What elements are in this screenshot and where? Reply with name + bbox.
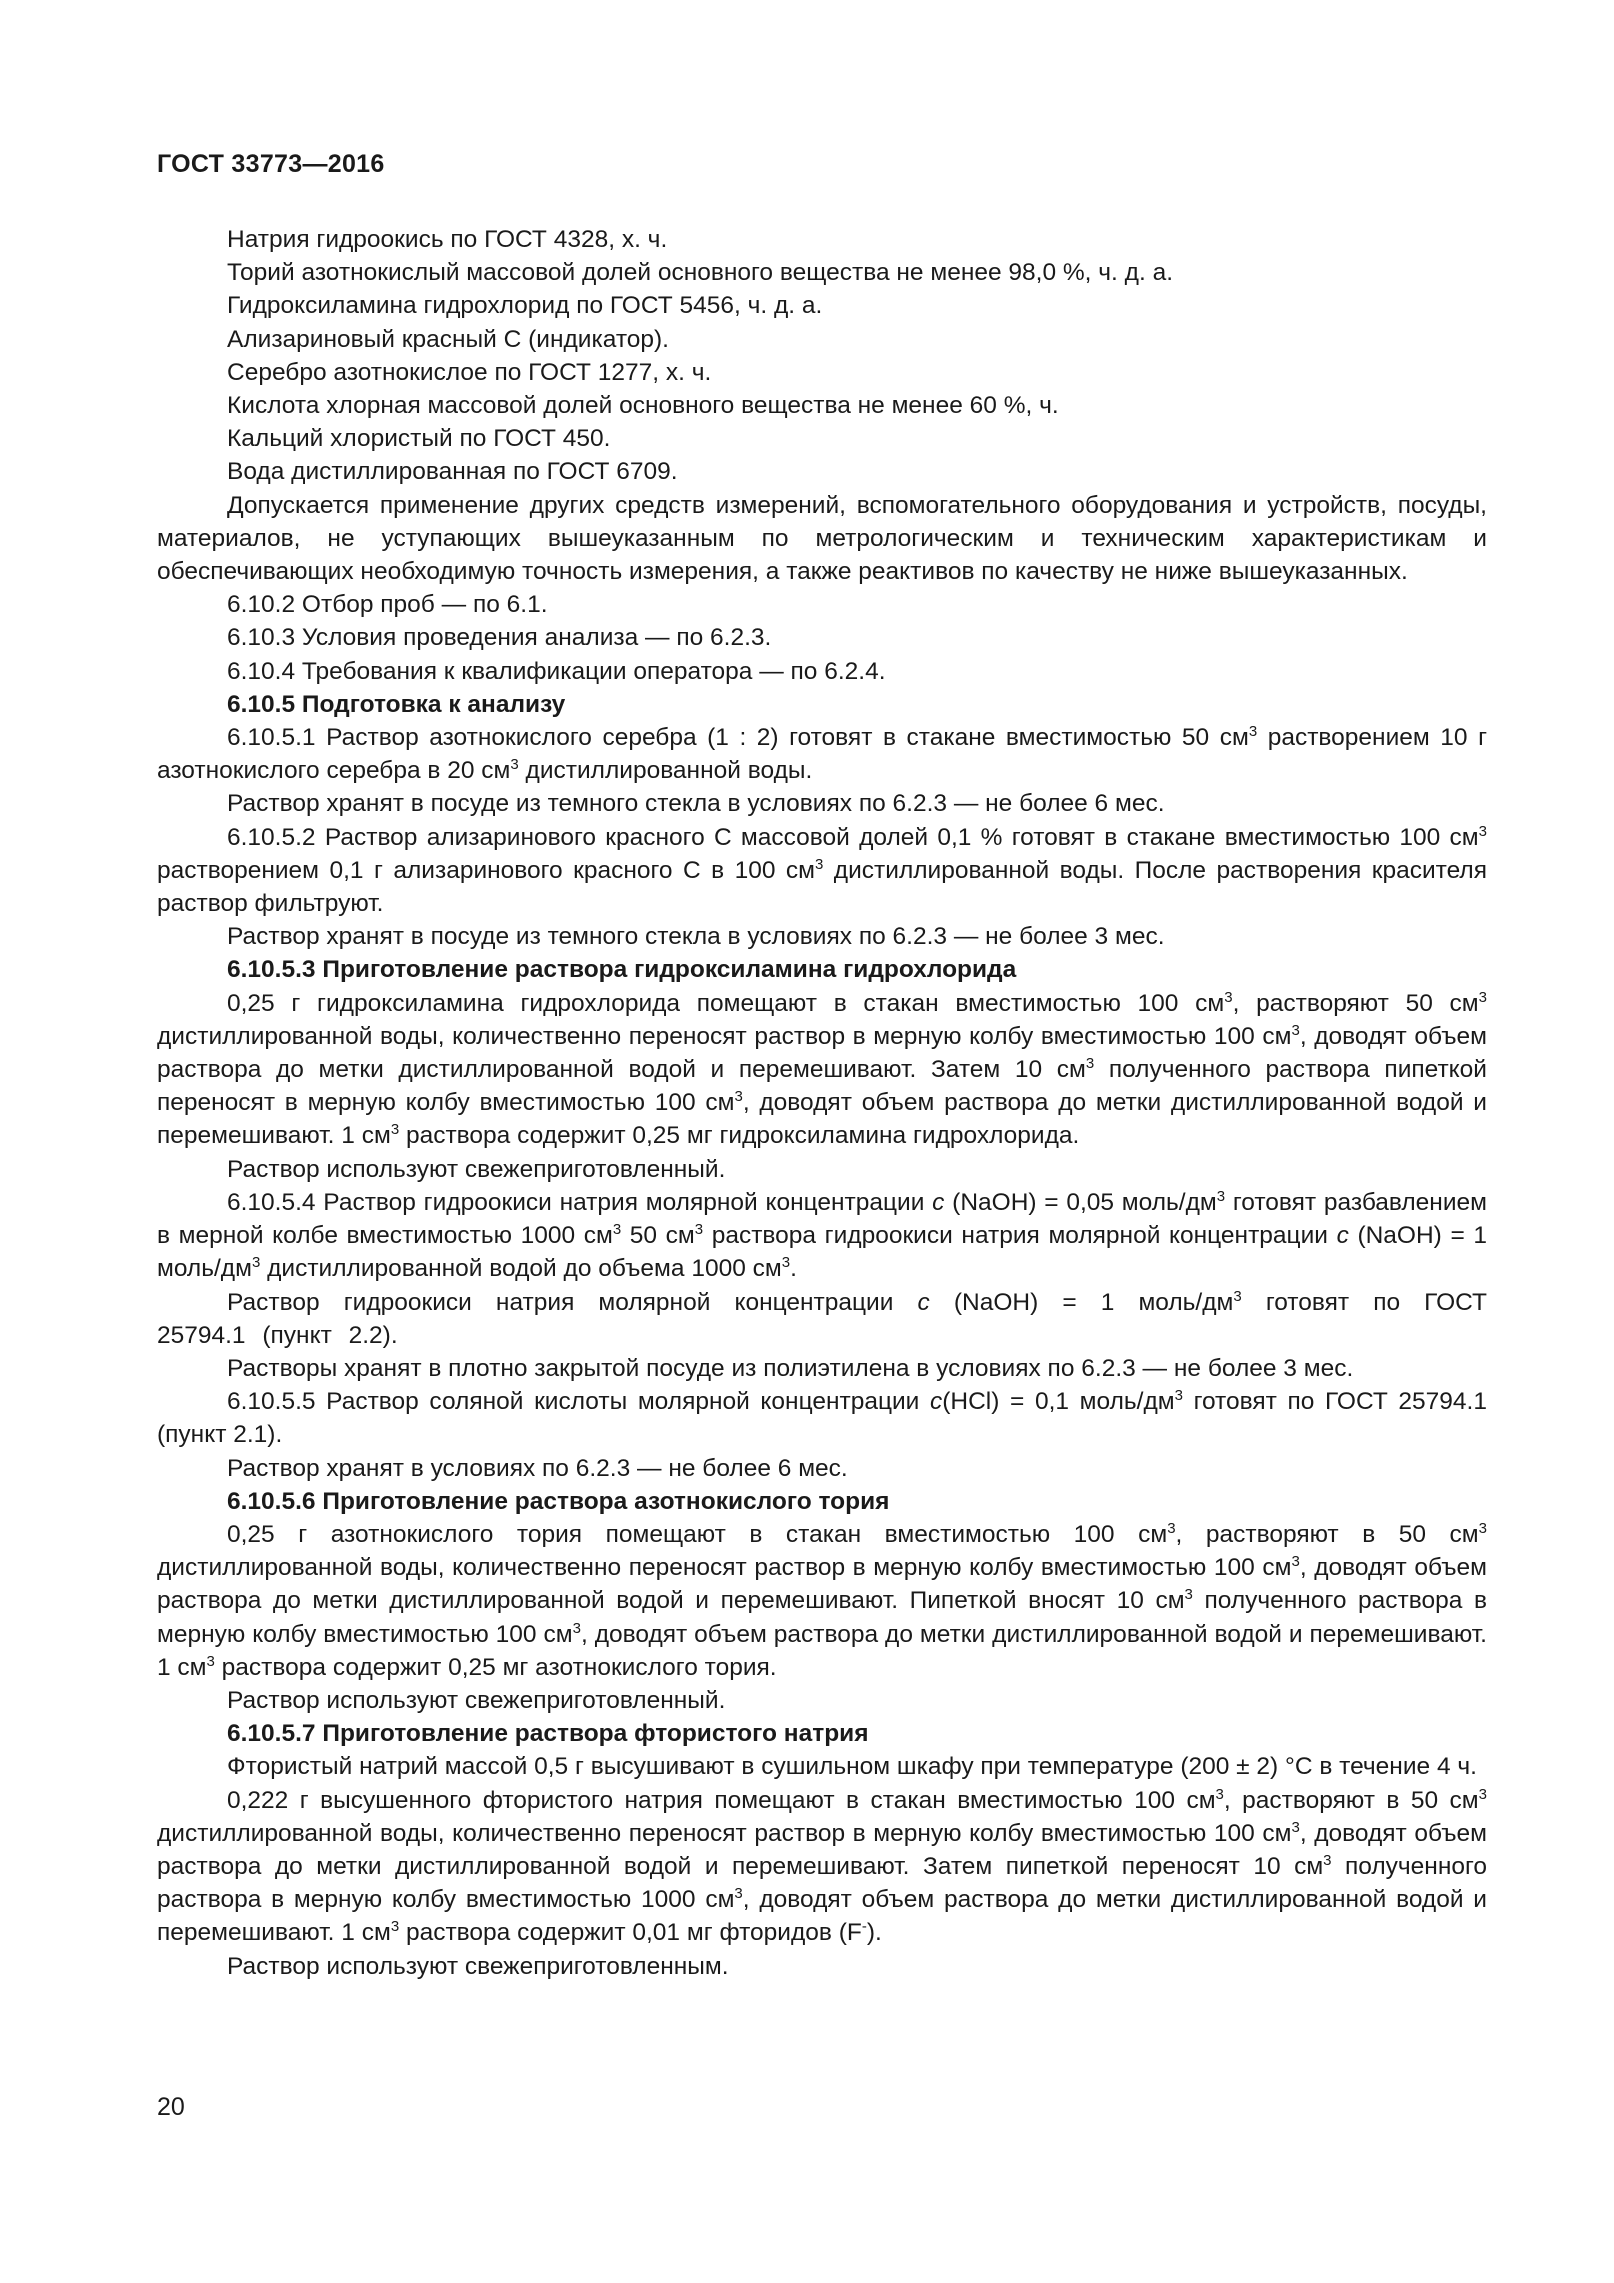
document-body [157, 223, 1487, 1983]
paragraph: Раствор хранят в посуде из темного стекла в условиях по 6.2.3 — не более 6 мес. [227, 790, 1165, 818]
paragraph: Раствор гидроокиси натрия молярной концентрации c (NaOH) = 1 моль/$дм^3$ готовят по ГОСТ 25794.1 (пункт 2.2). [157, 1287, 1487, 1349]
paragraph: Кислота хлорная массовой долей основного вещества не менее 60 %, ч. [227, 392, 1059, 420]
paragraph: 6.10.5.5 Раствор соляной кислоты молярной концентрации c(HCl) = 0,1 моль/$дм^3$ готовят по ГОСТ 25794.1 (пункт 2.1). [157, 1387, 1487, 1449]
paragraph: 6.10.2 Отбор проб — по 6.1. [227, 591, 548, 619]
paragraph: Растворы хранят в плотно закрытой посуде из полиэтилена в условиях по 6.2.3 — не более 3 мес. [227, 1354, 1354, 1382]
section-heading: 6.10.5.6 Приготовление раствора азотнокислого тория [227, 1487, 890, 1515]
paragraph: 6.10.5.1 Раствор азотнокислого серебра (1 : 2) готовят в стакане вместимостью 50 $см^3$ растворением 10 г азотнокислого серебра в 20 $см^3$ дистиллированной воды. [157, 723, 1487, 785]
paragraph: 0,25 г гидроксиламина гидрохлорида помещают в стакан вместимостью 100 $см^3$, растворяют 50 $см^3$ дистиллированной воды, количественно переносят раствор в мерную колбу вместимостью 100 $см^3$, доводят объем раствора до метки дистиллированной водой и перемешивают. Затем 10 $см^3$ полученного раствора пипеткой переносят в мерную колбу вместимостью 100 $см^3$, доводят объем раствора до метки дистиллированной водой и перемешивают. 1 $см^3$ раствора содержит 0,25 мг гидроксиламина гидрохлорида. [157, 988, 1487, 1150]
section-heading: 6.10.5.7 Приготовление раствора фтористого натрия [227, 1720, 869, 1748]
paragraph: Раствор используют свежеприготовленным. [227, 1952, 729, 1980]
paragraph: 0,222 г высушенного фтористого натрия помещают в стакан вместимостью 100 $см^3$, растворяют в 50 $см^3$ дистиллированной воды, количественно переносят раствор в мерную колбу вместимостью 100 $см^3$, доводят объем раствора до метки дистиллированной водой и перемешивают. Затем пипеткой переносят 10 $см^3$ полученного раствора в мерную колбу вместимостью 1000 $см^3$, доводят объем раствора до метки дистиллированной водой и перемешивают. 1 $см^3$ раствора содержит 0,01 мг фторидов (F-). [157, 1785, 1488, 1947]
paragraph: Раствор используют свежеприготовленный. [227, 1686, 726, 1714]
section-heading: 6.10.5.3 Приготовление раствора гидроксиламина гидрохлорида [227, 956, 1017, 984]
paragraph: 0,25 г азотнокислого тория помещают в стакан вместимостью 100 $см^3$, растворяют в 50 $см^3$ дистиллированной воды, количественно переносят раствор в мерную колбу вместимостью 100 $см^3$, доводят объем раствора до метки дистиллированной водой и перемешивают. Пипеткой вносят 10 $см^3$ полученного раствора в мерную колбу вместимостью 100 $см^3$, доводят объем раствора до метки дистиллированной водой и перемешивают. 1 $см^3$ раствора содержит 0,25 мг азотнокислого тория. [157, 1519, 1487, 1681]
page-number: 20 [157, 2093, 185, 2121]
paragraph: Раствор хранят в условиях по 6.2.3 — не более 6 мес. [227, 1454, 848, 1482]
paragraph: Фтористый натрий массой 0,5 г высушивают в сушильном шкафу при температуре (200 ± 2) °С в течение 4 ч. [227, 1753, 1477, 1781]
paragraph: 6.10.5.4 Раствор гидроокиси натрия молярной концентрации c (NaOH) = 0,05 моль/$дм^3$ готовят разбавлением в мерной колбе вместимостью 1000 $см^3$ 50 $см^3$ раствора гидроокиси натрия молярной концентрации c (NaOH) = 1 моль/$дм^3$ дистиллированной водой до объема 1000 $см^3$. [157, 1187, 1487, 1283]
section-heading: 6.10.5 Подготовка к анализу [227, 690, 566, 718]
paragraph: Торий азотнокислый массовой долей основного вещества не менее 98,0 %, ч. д. а. [227, 259, 1174, 287]
paragraph: Допускается применение других средств измерений, вспомогательного оборудования и устройств, посуды, материалов, не уступающих вышеуказанным по метрологическим и техническим характеристикам и обеспечивающих необходимую точность измерения, а также реактивов по качеству не ниже вышеуказанных. [157, 491, 1487, 586]
paragraph: Гидроксиламина гидрохлорид по ГОСТ 5456, ч. д. а. [227, 292, 823, 320]
standard-designation: ГОСТ 33773—2016 [157, 150, 385, 178]
paragraph: Серебро азотнокислое по ГОСТ 1277, х. ч. [227, 358, 712, 386]
paragraph: 6.10.4 Требования к квалификации оператора — по 6.2.4. [227, 657, 886, 685]
paragraph: Раствор используют свежеприготовленный. [227, 1155, 726, 1183]
paragraph: Раствор хранят в посуде из темного стекла в условиях по 6.2.3 — не более 3 мес. [227, 923, 1165, 951]
paragraph: 6.10.5.2 Раствор ализаринового красного С массовой долей 0,1 % готовят в стакане вместимостью 100 $см^3$ растворением 0,1 г ализаринового красного С в 100 $см^3$ дистиллированной воды. После растворения красителя раствор фильтруют. [157, 822, 1487, 918]
paragraph: Вода дистиллированная по ГОСТ 6709. [227, 458, 678, 486]
paragraph: Натрия гидроокись по ГОСТ 4328, х. ч. [227, 226, 668, 253]
paragraph: Кальций хлористый по ГОСТ 450. [227, 425, 611, 453]
paragraph: 6.10.3 Условия проведения анализа — по 6.2.3. [227, 624, 772, 652]
paragraph: Ализариновый красный С (индикатор). [227, 325, 669, 353]
